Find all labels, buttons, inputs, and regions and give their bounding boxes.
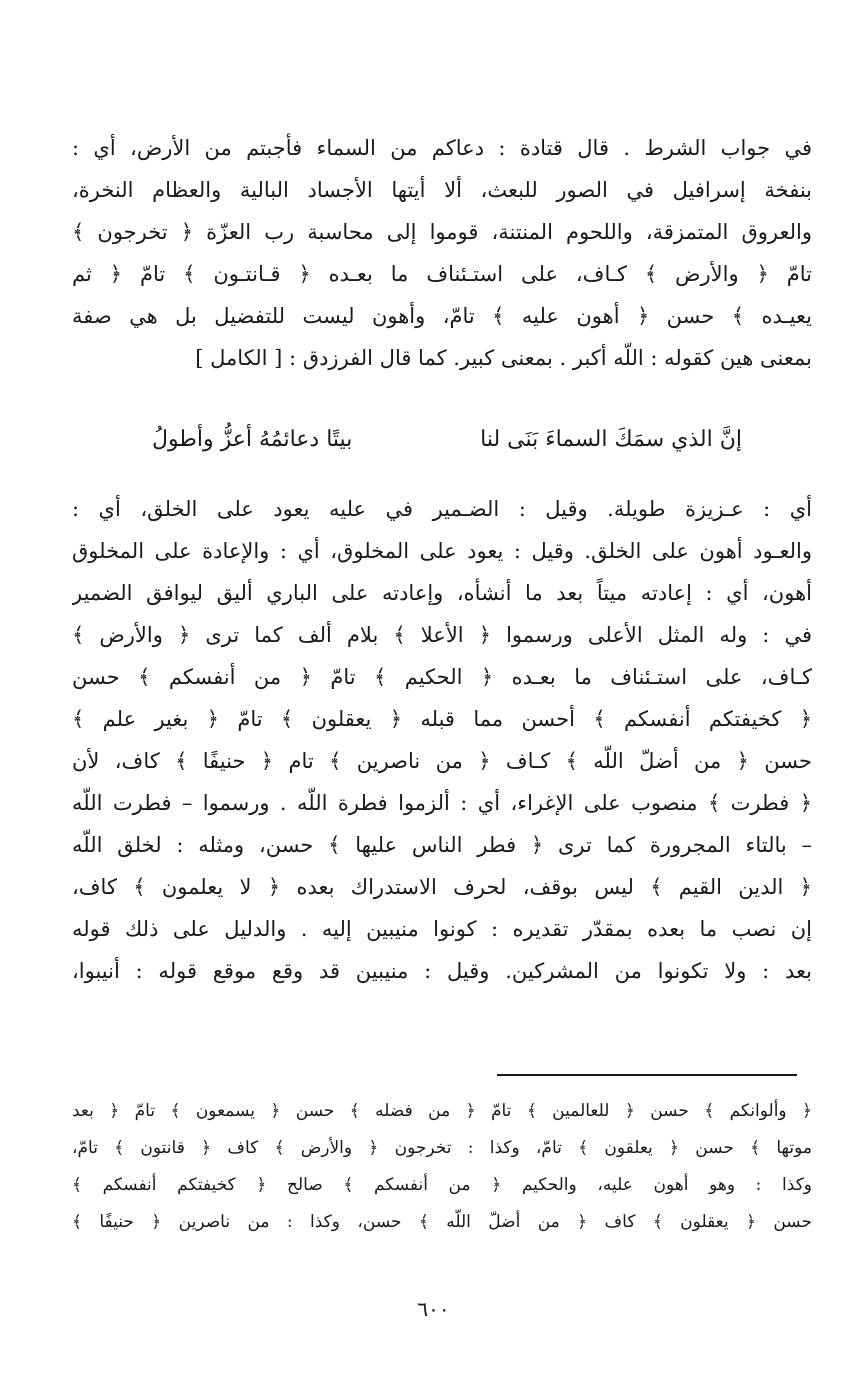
text-line: بمعنى هين كقوله : اللّه أكبر . بمعنى كبير. كما قال الفرزدق : [ الكامل ] <box>195 346 812 370</box>
footnote-line: موتها ﴾ حسن ﴿ يعلقون ﴾ تامّ، وكذا : تخرجون ﴿ والأرض ﴾ كاف ﴿ قانتون ﴾ تامّ، <box>72 1138 812 1158</box>
footnotes <box>72 1093 812 1241</box>
footnote-line: وكذا : وهو أهون عليه، والحكيم ﴿ من أنفسكم ﴾ صالح ﴿ كخيفتكم أنفسكم ﴾ <box>72 1175 812 1195</box>
text-line: في جواب الشرط . قال قتادة : دعاكم من السماء فأجبتم من الأرض، أي : <box>72 136 812 160</box>
verse-first-hemistich: إنَّ الذي سمَكَ السماءَ بَنَى لنا <box>480 427 742 452</box>
poetry-verse <box>72 416 812 464</box>
text-line: والعروق المتمزقة، واللحوم المنتنة، قوموا إلى محاسبة رب العزّة ﴿ تخرجون ﴾ <box>72 220 812 244</box>
text-line: ﴿ كخيفتكم أنفسكم ﴾ أحسن مما قبله ﴿ يعقلون ﴾ تامّ ﴿ بغير علم ﴾ <box>72 707 812 731</box>
text-line: – بالتاء المجرورة كما ترى ﴿ فطر الناس عليها ﴾ حسن، ومثله : لخلق اللّه <box>72 833 812 857</box>
text-line: بعد : ولا تكونوا من المشركين. وقيل : منيبين قد وقع موقع قوله : أنيبوا، <box>72 959 812 983</box>
page-number: ٦٠٠ <box>417 1297 450 1321</box>
main-text-bottom <box>72 488 812 992</box>
text-line: تامّ ﴿ والأرض ﴾ كـاف، على استـئناف ما بعـده ﴿ قـانتـون ﴾ تامّ ﴿ ثم <box>72 262 812 286</box>
verse-second-hemistich: بيتًا دعائمُهُ أعزُّ وأطولُ <box>152 427 353 452</box>
text-line: يعيـده ﴾ حسن ﴿ أهون عليه ﴾ تامّ، وأهون ليست للتفضيل بل هي صفة <box>72 304 812 328</box>
text-line: ﴿ الدين القيم ﴾ ليس بوقف، لحرف الاستدراك بعده ﴿ لا يعلمون ﴾ كاف، <box>72 875 812 899</box>
main-text-top <box>72 127 812 379</box>
text-line: بنفخة إسرافيل في الصور للبعث، ألا أيتها الأجساد البالية والعظام النخرة، <box>72 178 812 202</box>
text-line: كـاف، على استـئناف ما بعـده ﴿ الحكيم ﴾ تامّ ﴿ من أنفسكم ﴾ حسن <box>72 665 812 689</box>
text-line: أهون، أي : إعادته ميتاً بعد ما أنشأه، وإعادته على الباري أليق ليوافق الضمير <box>72 581 812 605</box>
text-line: إن نصب ما بعده بمقدّر تقديره : كونوا منيبين إليه . والدليل على ذلك قوله <box>72 917 812 941</box>
footnote-separator <box>497 1074 797 1076</box>
text-line: حسن ﴿ من أضلّ اللّه ﴾ كـاف ﴿ من ناصرين ﴾ تام ﴿ حنيفًا ﴾ كاف، لأن <box>72 749 812 773</box>
footnote-line: حسن ﴿ يعقلون ﴾ كاف ﴿ من أضلّ اللّه ﴾ حسن، وكذا : من ناصرين ﴿ حنيفًا ﴾ <box>72 1212 812 1232</box>
text-line: والعـود أهون على الخلق. وقيل : يعود على المخلوق، أي : والإعادة على المخلوق <box>72 539 812 563</box>
text-line: ﴿ فطرت ﴾ منصوب على الإغراء، أي : ألزموا فطرة اللّه . ورسموا – فطرت اللّه <box>72 791 812 815</box>
text-line: أي : عـزيزة طويلة. وقيل : الضـمير في عليه يعود على الخلق، أي : <box>72 497 812 521</box>
text-line: في : وله المثل الأعلى ورسموا ﴿ الأعلا ﴾ بلام ألف كما ترى ﴿ والأرض ﴾ <box>72 623 812 647</box>
footnote-line: ﴿ وألوانكم ﴾ حسن ﴿ للعالمين ﴾ تامّ ﴿ من فضله ﴾ حسن ﴿ يسمعون ﴾ تامّ ﴿ بعد <box>72 1101 812 1121</box>
